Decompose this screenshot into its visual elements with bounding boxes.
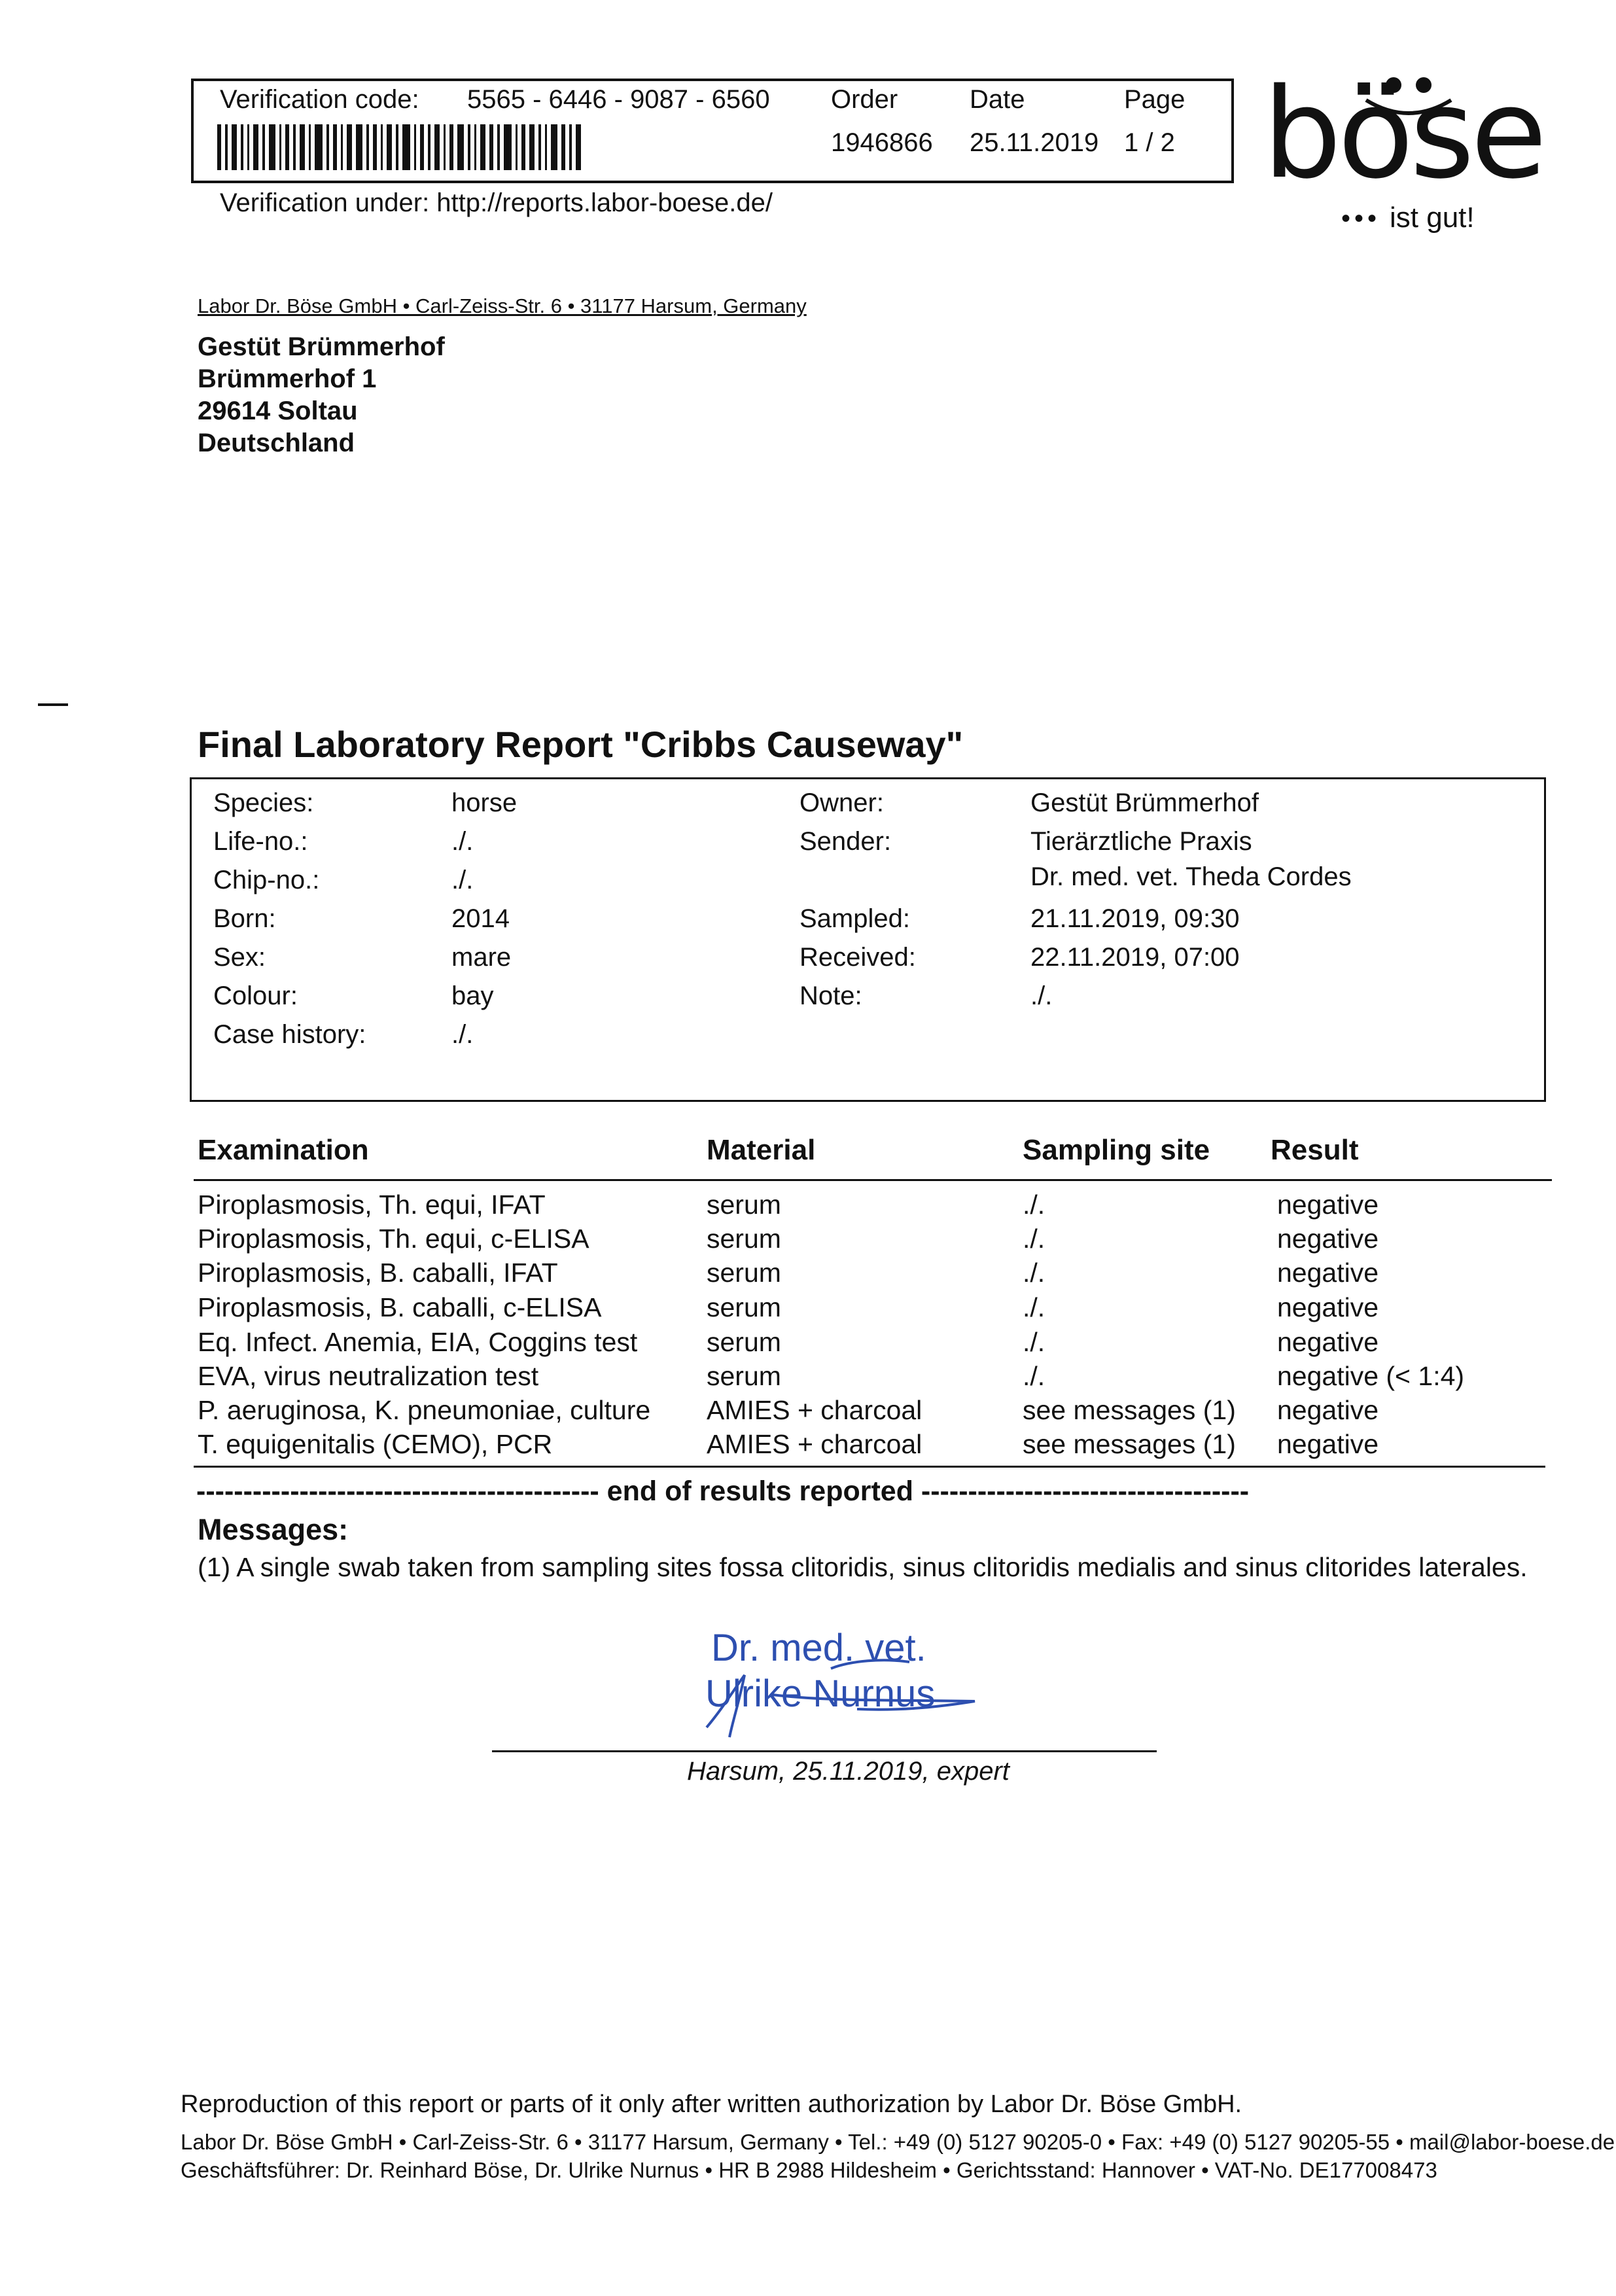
date-label: Date	[970, 85, 1025, 114]
site-cell: ./.	[1023, 1292, 1045, 1322]
logo-tagline-text: ist gut!	[1390, 202, 1475, 234]
result-cell: negative	[1277, 1327, 1379, 1357]
barcode-bar	[504, 124, 512, 170]
barcode-bar	[341, 124, 343, 170]
result-cell: negative (< 1:4)	[1277, 1361, 1465, 1391]
page-value: 1 / 2	[1124, 128, 1175, 157]
barcode-bar	[315, 124, 323, 170]
barcode-bar	[468, 124, 470, 170]
signature-caption: Harsum, 25.11.2019, expert	[687, 1757, 1010, 1786]
barcode-bar	[444, 124, 446, 170]
exam-cell: Piroplasmosis, B. caballi, IFAT	[198, 1258, 558, 1288]
recipient-line-1: Gestüt Brümmerhof	[198, 332, 445, 361]
footer-company-line: Geschäftsführer: Dr. Reinhard Böse, Dr. Ulrike Nurnus • HR B 2988 Hildesheim • Gerichtsstand: Hannover • VAT-No. DE177008473	[181, 2158, 1437, 2182]
result-cell: negative	[1277, 1292, 1379, 1322]
barcode-bar	[347, 124, 352, 170]
barcode-bar	[516, 124, 518, 170]
life-no-label: Life-no.:	[213, 827, 308, 856]
barcode-bar	[356, 124, 362, 170]
site-cell: see messages (1)	[1023, 1395, 1236, 1425]
exam-cell: Piroplasmosis, Th. equi, IFAT	[198, 1190, 546, 1220]
col-header-material: Material	[707, 1134, 816, 1166]
colour-label: Colour:	[213, 981, 298, 1010]
site-cell: ./.	[1023, 1361, 1045, 1391]
col-header-result: Result	[1271, 1134, 1359, 1166]
barcode-bar	[241, 124, 243, 170]
sender-label: Sender:	[799, 827, 892, 856]
messages-title: Messages:	[198, 1513, 349, 1546]
result-cell: negative	[1277, 1429, 1379, 1459]
note-value: ./.	[1030, 981, 1053, 1010]
site-cell: ./.	[1023, 1327, 1045, 1357]
logo-tagline	[1341, 202, 1475, 234]
barcode-bar	[232, 124, 237, 170]
recipient-line-3: 29614 Soltau	[198, 397, 358, 425]
barcode-bar	[366, 124, 369, 170]
barcode-bar	[225, 124, 228, 170]
barcode-bar	[561, 124, 565, 170]
site-cell: see messages (1)	[1023, 1429, 1236, 1459]
sex-value: mare	[451, 943, 512, 972]
species-label: Species:	[213, 788, 314, 817]
exam-cell: P. aeruginosa, K. pneumoniae, culture	[198, 1395, 651, 1425]
barcode-bar	[396, 124, 398, 170]
sender-value-2: Dr. med. vet. Theda Cordes	[1030, 862, 1352, 891]
logo-wordmark: böse	[1263, 62, 1543, 206]
case-history-value: ./.	[451, 1020, 474, 1049]
barcode-bar	[247, 124, 249, 170]
order-label: Order	[831, 85, 898, 114]
col-header-examination: Examination	[198, 1134, 369, 1166]
material-cell: serum	[707, 1258, 781, 1288]
case-history-label: Case history:	[213, 1020, 366, 1049]
barcode-bar	[333, 124, 337, 170]
barcode-bar	[457, 124, 464, 170]
barcode	[217, 124, 585, 170]
order-value: 1946866	[831, 128, 933, 157]
signature-line	[492, 1750, 1157, 1752]
signature-name: Ulrike Nurnus	[705, 1672, 936, 1715]
barcode-bar	[480, 124, 485, 170]
barcode-bar	[217, 124, 221, 170]
chip-no-label: Chip-no.:	[213, 866, 320, 894]
born-label: Born:	[213, 904, 276, 933]
received-value: 22.11.2019, 07:00	[1030, 943, 1240, 972]
barcode-bar	[373, 124, 377, 170]
exam-cell: Piroplasmosis, Th. equi, c-ELISA	[198, 1224, 589, 1254]
barcode-bar	[434, 124, 440, 170]
sender-address-line: Labor Dr. Böse GmbH • Carl-Zeiss-Str. 6 • 31177 Harsum, Germany	[198, 294, 807, 317]
born-value: 2014	[451, 904, 510, 933]
note-label: Note:	[799, 981, 862, 1010]
barcode-bar	[551, 124, 557, 170]
barcode-bar	[474, 124, 476, 170]
barcode-bar	[279, 124, 281, 170]
recipient-line-4: Deutschland	[198, 429, 355, 457]
barcode-bar	[269, 124, 275, 170]
verification-code: 5565 - 6446 - 9087 - 6560	[467, 85, 770, 114]
barcode-bar	[420, 124, 424, 170]
result-cell: negative	[1277, 1258, 1379, 1288]
col-header-sampling-site: Sampling site	[1023, 1134, 1210, 1166]
exam-cell: Eq. Infect. Anemia, EIA, Coggins test	[198, 1327, 638, 1357]
fold-mark	[38, 703, 68, 706]
page-label: Page	[1124, 85, 1186, 114]
footer-reproduction-note: Reproduction of this report or parts of it only after written authorization by Labor Dr. Böse GmbH.	[181, 2091, 1242, 2118]
barcode-bar	[521, 124, 525, 170]
species-value: horse	[451, 788, 518, 817]
exam-cell: Piroplasmosis, B. caballi, c-ELISA	[198, 1292, 602, 1322]
barcode-bar	[285, 124, 289, 170]
site-cell: ./.	[1023, 1258, 1045, 1288]
owner-label: Owner:	[799, 788, 884, 817]
barcode-bar	[253, 124, 258, 170]
chip-no-value: ./.	[451, 866, 474, 894]
barcode-bar	[576, 124, 581, 170]
material-cell: serum	[707, 1327, 781, 1357]
handwritten-signature-icon	[694, 1629, 994, 1747]
sampled-value: 21.11.2019, 09:30	[1030, 904, 1240, 933]
owner-value: Gestüt Brümmerhof	[1030, 788, 1259, 817]
barcode-bar	[300, 124, 305, 170]
material-cell: serum	[707, 1292, 781, 1322]
barcode-bar	[326, 124, 329, 170]
verification-label: Verification code:	[220, 85, 419, 114]
sample-info-box	[190, 777, 1546, 1102]
site-cell: ./.	[1023, 1224, 1045, 1254]
material-cell: AMIES + charcoal	[707, 1429, 922, 1459]
sampled-label: Sampled:	[799, 904, 910, 933]
barcode-bar	[428, 124, 430, 170]
sex-label: Sex:	[213, 943, 266, 972]
exam-cell: EVA, virus neutralization test	[198, 1361, 539, 1391]
received-label: Received:	[799, 943, 916, 972]
site-cell: ./.	[1023, 1190, 1045, 1220]
sender-value-1: Tierärztliche Praxis	[1030, 827, 1252, 856]
barcode-bar	[414, 124, 416, 170]
verification-url: Verification under: http://reports.labor-boese.de/	[220, 188, 773, 217]
barcode-bar	[309, 124, 311, 170]
barcode-bar	[449, 124, 453, 170]
barcode-bar	[402, 124, 410, 170]
end-of-results-line: ------------------------------------------- end of results reported -----------------------------------	[196, 1475, 1250, 1507]
material-cell: AMIES + charcoal	[707, 1395, 922, 1425]
logo-tagline-dots: •••	[1341, 204, 1381, 233]
date-value: 25.11.2019	[970, 128, 1099, 157]
barcode-bar	[489, 124, 493, 170]
material-cell: serum	[707, 1224, 781, 1254]
colour-value: bay	[451, 981, 494, 1010]
life-no-value: ./.	[451, 827, 474, 856]
barcode-bar	[497, 124, 500, 170]
barcode-bar	[569, 124, 572, 170]
result-cell: negative	[1277, 1395, 1379, 1425]
barcode-bar	[293, 124, 296, 170]
result-cell: negative	[1277, 1190, 1379, 1220]
message-item-1: (1) A single swab taken from sampling sites fossa clitoridis, sinus clitoridis medialis and sinus clitorides laterales.	[198, 1552, 1528, 1582]
footer-address-line: Labor Dr. Böse GmbH • Carl-Zeiss-Str. 6 • 31177 Harsum, Germany • Tel.: +49 (0) 5127 90205-0 • Fax: +49 (0) 5127 90205-55 • mail@labor-boese.de	[181, 2130, 1615, 2154]
barcode-bar	[538, 124, 541, 170]
table-header-rule	[194, 1179, 1552, 1181]
barcode-bar	[387, 124, 392, 170]
material-cell: serum	[707, 1361, 781, 1391]
table-bottom-rule	[194, 1466, 1545, 1468]
barcode-bar	[529, 124, 535, 170]
exam-cell: T. equigenitalis (CEMO), PCR	[198, 1429, 553, 1459]
material-cell: serum	[707, 1190, 781, 1220]
result-cell: negative	[1277, 1224, 1379, 1254]
barcode-bar	[262, 124, 265, 170]
barcode-bar	[381, 124, 383, 170]
signature-title: Dr. med. vet.	[711, 1627, 926, 1669]
barcode-bar	[545, 124, 547, 170]
report-title: Final Laboratory Report "Cribbs Causeway"	[198, 724, 964, 765]
recipient-line-2: Brümmerhof 1	[198, 364, 377, 393]
